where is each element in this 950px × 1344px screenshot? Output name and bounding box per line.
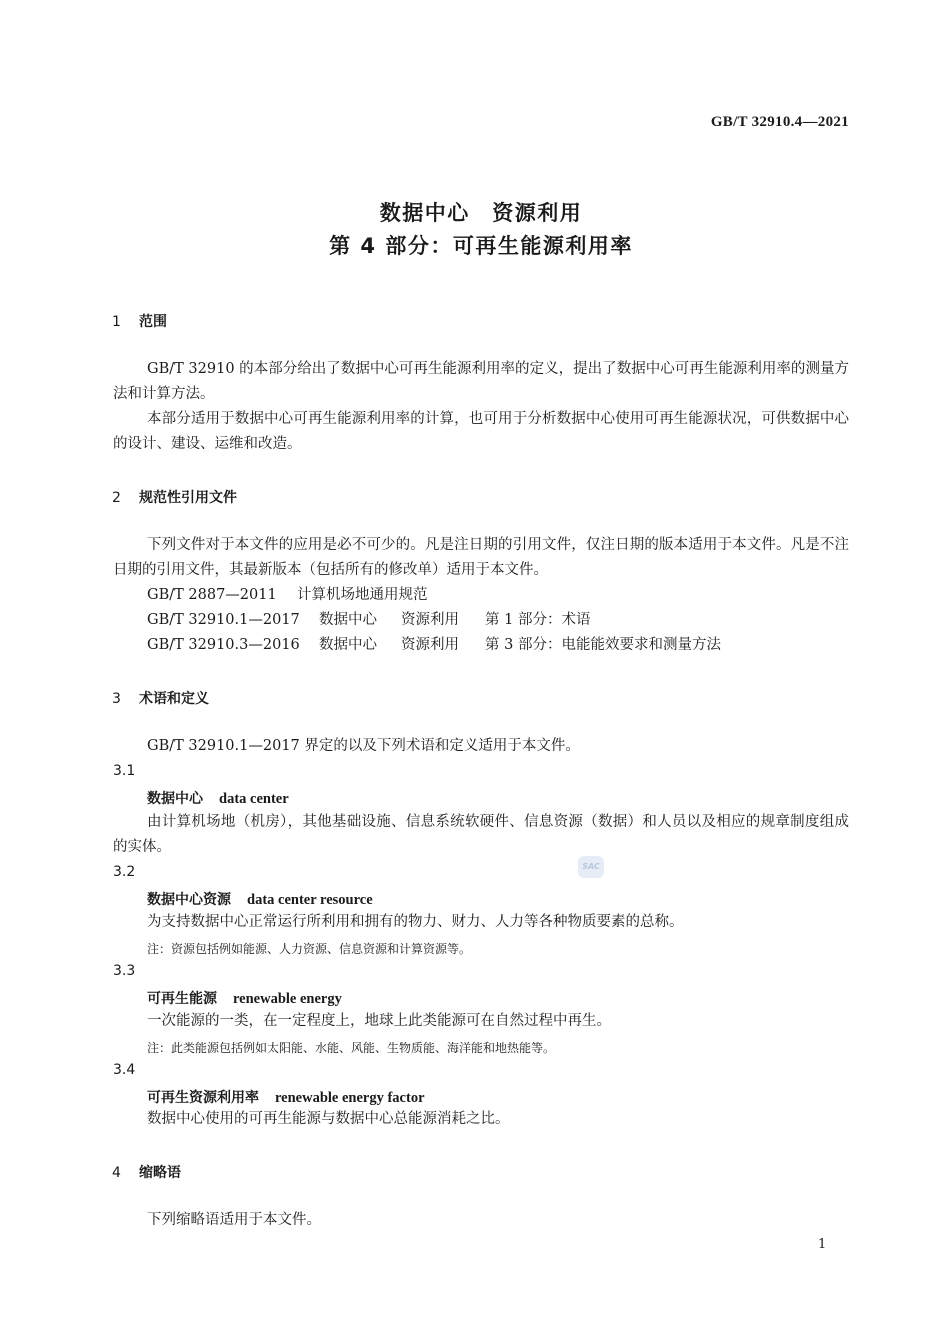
title-line-1: 数据中心 资源利用 [379,201,583,225]
term-name-en: renewable energy [233,991,342,1007]
section-title: 缩略语 [139,1165,181,1181]
term-name-en: renewable energy factor [275,1090,425,1106]
section-number: 1 [112,314,121,330]
term-name-zh: 数据中心资源 [147,892,231,908]
reference-title: 计算机场地通用规范 [297,587,428,603]
section-number: 2 [112,490,121,506]
term-name-zh: 可再生能源 [147,991,217,1007]
term-name [147,889,373,909]
section-title: 术语和定义 [139,691,209,707]
reference-title: 数据中心 [319,637,377,653]
reference-title: 资源利用 [401,637,459,653]
page-number: 1 [818,1237,827,1252]
reference-title: 数据中心 [319,612,377,628]
paragraph: 下列文件对于本文件的应用是必不可少的。凡是注日期的引用文件，仅注日期的版本适用于本文件。凡是不注日期的引用文件，其最新版本（包括所有的修改单）适用于本文件。 [113,537,849,578]
paragraph: GB/T 32910 的本部分给出了数据中心可再生能源利用率的定义，提出了数据中心可再生能源利用率的测量方法和计算方法。 [113,361,849,402]
sac-watermark-logo: SAC [578,856,604,878]
standard-number: GB/T 32910.4—2021 [710,114,849,130]
term-name-en: data center resource [247,892,373,908]
reference-code: GB/T 32910.3—2016 [147,637,300,653]
term-number: 3.3 [113,963,136,979]
reference-part: 第 3 部分：电能能效要求和测量方法 [485,637,721,653]
paragraph: 本部分适用于数据中心可再生能源利用率的计算，也可用于分析数据中心使用可再生能源状况，可供数据中心的设计、建设、运维和改造。 [113,411,849,452]
section-number: 4 [112,1165,121,1181]
reference-part: 第 1 部分：术语 [485,612,591,628]
reference-title: 资源利用 [401,612,459,628]
term-note: 注：资源包括例如能源、人力资源、信息资源和计算资源等。 [147,942,472,956]
reference-code: GB/T 32910.1—2017 [147,612,300,628]
term-name-zh: 数据中心 [147,791,203,807]
term-name [147,1087,425,1107]
term-note: 注：此类能源包括例如太阳能、水能、风能、生物质能、海洋能和地热能等。 [147,1041,556,1055]
section-title: 范围 [139,314,167,330]
normative-reference [147,633,721,658]
term-definition: 由计算机场地（机房），其他基础设施、信息系统软硬件、信息资源（数据）和人员以及相应的规章制度组成的实体。 [113,814,849,855]
term-name [147,988,342,1008]
term-number: 3.1 [113,763,136,779]
section-4-heading [112,1162,181,1182]
section-3-heading [112,688,209,708]
reference-code: GB/T 2887—2011 [147,587,277,603]
section-title: 规范性引用文件 [139,490,237,506]
term-number: 3.4 [113,1062,136,1078]
section-1-heading [112,311,167,331]
normative-reference [147,608,590,633]
term-name-zh: 可再生资源利用率 [147,1090,259,1106]
normative-reference [147,583,428,608]
section-2-heading [112,487,237,507]
paragraph: 下列缩略语适用于本文件。 [147,1212,321,1228]
section-number: 3 [112,691,121,707]
title-line-2: 第 4 部分：可再生能源利用率 [329,234,633,258]
paragraph: GB/T 32910.1—2017 界定的以及下列术语和定义适用于本文件。 [147,738,580,754]
term-definition: 为支持数据中心正常运行所利用和拥有的物力、财力、人力等各种物质要素的总称。 [147,914,684,930]
term-number: 3.2 [113,864,136,880]
term-definition: 数据中心使用的可再生能源与数据中心总能源消耗之比。 [147,1111,510,1127]
term-definition: 一次能源的一类，在一定程度上，地球上此类能源可在自然过程中再生。 [147,1013,611,1029]
term-name-en: data center [219,791,289,807]
term-name [147,788,289,808]
